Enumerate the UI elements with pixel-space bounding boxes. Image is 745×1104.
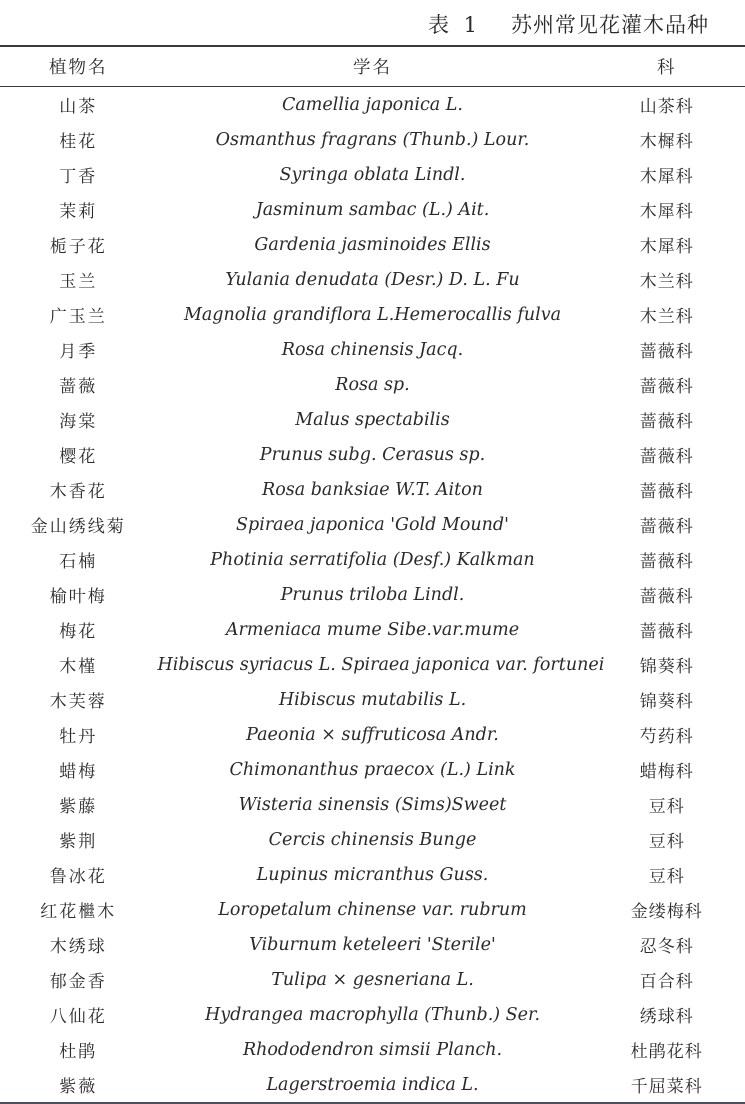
family-cell: 木樨科 — [639, 132, 694, 152]
family-cell: 绣球科 — [639, 1007, 694, 1027]
table-caption — [0, 0, 745, 45]
table-row — [0, 892, 745, 927]
scientific-name-cell: Chimonanthus praecox (L.) Link — [229, 759, 516, 780]
plant-name-cell: 紫荆 — [59, 832, 98, 852]
table-row — [0, 752, 745, 787]
plant-name-cell: 月季 — [59, 342, 98, 362]
plant-name-cell: 广玉兰 — [49, 307, 107, 327]
scientific-name-cell: Rosa sp. — [335, 374, 410, 395]
scientific-name-cell: Tulipa × gesneriana L. — [271, 969, 474, 990]
table-row — [0, 367, 745, 402]
table-row — [0, 787, 745, 822]
scientific-name-cell: Syringa oblata Lindl. — [279, 164, 466, 185]
scientific-name-cell: Camellia japonica L. — [281, 94, 463, 115]
table-row — [0, 122, 745, 157]
family-cell: 山茶科 — [639, 97, 694, 117]
plant-name-cell: 石楠 — [59, 552, 98, 572]
family-cell: 千屈菜科 — [630, 1077, 703, 1097]
scientific-name-cell: Rhododendron simsii Planch. — [242, 1039, 503, 1060]
plant-name-cell: 红花檵木 — [40, 902, 117, 922]
table-row — [0, 717, 745, 752]
table-row — [0, 297, 745, 332]
scientific-name-cell: Wisteria sinensis (Sims)Sweet — [238, 794, 507, 815]
table-row — [0, 507, 745, 542]
table-row — [0, 1067, 745, 1103]
scientific-name-cell: Yulania denudata (Desr.) D. L. Fu — [225, 269, 520, 290]
family-cell: 蔷薇科 — [639, 377, 694, 397]
table-row — [0, 227, 745, 262]
table-row — [0, 962, 745, 997]
scientific-name-cell: Hibiscus mutabilis L. — [278, 689, 467, 710]
scientific-name-cell: Loropetalum chinense var. rubrum — [218, 899, 527, 920]
scientific-name-cell: Rosa banksiae W.T. Aiton — [262, 479, 483, 500]
plant-name-cell: 海棠 — [59, 412, 98, 432]
scientific-name-cell: Paeonia × suffruticosa Andr. — [246, 724, 499, 745]
family-cell: 木兰科 — [639, 307, 694, 327]
scientific-name-cell: Hydrangea macrophylla (Thunb.) Ser. — [204, 1004, 541, 1025]
family-cell: 蔷薇科 — [639, 482, 694, 502]
table-number: 表 1 — [428, 13, 482, 37]
scientific-name-cell: Prunus triloba Lindl. — [280, 584, 465, 605]
plant-name-cell: 鲁冰花 — [49, 867, 107, 887]
table-row — [0, 87, 745, 123]
species-table — [0, 45, 745, 1104]
plant-name-cell: 山茶 — [59, 97, 98, 117]
table-row — [0, 542, 745, 577]
scientific-name-cell: Spiraea japonica 'Gold Mound' — [236, 514, 509, 535]
scientific-name-cell: Lupinus micranthus Guss. — [256, 864, 489, 885]
table-row — [0, 577, 745, 612]
family-cell: 木犀科 — [639, 167, 694, 187]
plant-name-cell: 茉莉 — [59, 202, 98, 222]
plant-name-cell: 木芙蓉 — [49, 692, 107, 712]
family-cell: 豆科 — [648, 832, 685, 852]
family-cell: 木兰科 — [639, 272, 694, 292]
table-row — [0, 472, 745, 507]
plant-name-cell: 郁金香 — [49, 972, 107, 992]
family-cell: 豆科 — [648, 867, 685, 887]
header-family: 科 — [589, 46, 745, 87]
table-title: 苏州常见花灌木品种 — [511, 13, 710, 37]
plant-name-cell: 樱花 — [59, 447, 98, 467]
family-cell: 蔷薇科 — [639, 622, 694, 642]
plant-name-cell: 牡丹 — [59, 727, 98, 747]
plant-name-cell: 紫藤 — [59, 797, 98, 817]
table-row — [0, 1032, 745, 1067]
family-cell: 蔷薇科 — [639, 447, 694, 467]
table-row — [0, 192, 745, 227]
scientific-name-cell: Malus spectabilis — [295, 409, 450, 430]
family-cell: 蜡梅科 — [639, 762, 694, 782]
scientific-name-cell: Cercis chinensis Bunge — [268, 829, 477, 850]
plant-name-cell: 桂花 — [59, 132, 98, 152]
scientific-name-cell: Armeniaca mume Sibe.var.mume — [225, 619, 520, 640]
family-cell: 忍冬科 — [639, 937, 694, 957]
family-cell: 蔷薇科 — [639, 517, 694, 537]
plant-name-cell: 玉兰 — [59, 272, 98, 292]
table-row — [0, 647, 745, 682]
table-body — [0, 87, 745, 1104]
family-cell: 蔷薇科 — [639, 552, 694, 572]
table-row — [0, 402, 745, 437]
table-row — [0, 857, 745, 892]
scientific-name-cell: Photinia serratifolia (Desf.) Kalkman — [210, 549, 535, 570]
plant-name-cell: 榆叶梅 — [49, 587, 107, 607]
family-cell: 豆科 — [648, 797, 685, 817]
plant-name-cell: 金山绣线菊 — [30, 517, 126, 537]
family-cell: 锦葵科 — [639, 657, 694, 677]
family-cell: 蔷薇科 — [639, 412, 694, 432]
scientific-name-cell: Jasminum sambac (L.) Ait. — [255, 199, 490, 220]
plant-name-cell: 木香花 — [49, 482, 107, 502]
plant-name-cell: 梅花 — [59, 622, 98, 642]
plant-name-cell: 木绣球 — [49, 937, 107, 957]
plant-name-cell: 蔷薇 — [59, 377, 98, 397]
table-row — [0, 927, 745, 962]
family-cell: 木犀科 — [639, 202, 694, 222]
family-cell: 木犀科 — [639, 237, 694, 257]
plant-name-cell: 杜鹃 — [59, 1042, 98, 1062]
header-plant-name: 植物名 — [0, 46, 156, 87]
plant-name-cell: 蜡梅 — [59, 762, 98, 782]
scientific-name-cell: Gardenia jasminoides Ellis — [254, 234, 491, 255]
scientific-name-cell: Rosa chinensis Jacq. — [281, 339, 464, 360]
family-cell: 金缕梅科 — [630, 902, 703, 922]
plant-name-cell: 丁香 — [59, 167, 98, 187]
table-row — [0, 157, 745, 192]
scientific-name-cell: Prunus subg. Cerasus sp. — [259, 444, 486, 465]
table-row — [0, 682, 745, 717]
table-row — [0, 997, 745, 1032]
table-row — [0, 262, 745, 297]
family-cell: 百合科 — [639, 972, 694, 992]
family-cell: 蔷薇科 — [639, 587, 694, 607]
plant-name-cell: 木槿 — [59, 657, 98, 677]
header-row — [0, 46, 745, 87]
table-row — [0, 332, 745, 367]
header-scientific-name: 学名 — [156, 46, 588, 87]
family-cell: 杜鹃花科 — [630, 1042, 703, 1062]
scientific-name-cell: Lagerstroemia indica L. — [266, 1074, 479, 1095]
scientific-name-cell: Magnolia grandiflora L.Hemerocallis fulva — [183, 304, 562, 325]
scientific-name-cell: Hibiscus syriacus L. Spiraea japonica var. fortunei — [157, 654, 605, 675]
plant-name-cell: 紫薇 — [59, 1077, 98, 1097]
table-row — [0, 822, 745, 857]
plant-name-cell: 栀子花 — [49, 237, 107, 257]
table-row — [0, 612, 745, 647]
scientific-name-cell: Osmanthus fragrans (Thunb.) Lour. — [215, 129, 530, 150]
family-cell: 蔷薇科 — [639, 342, 694, 362]
scientific-name-cell: Viburnum keteleeri 'Sterile' — [249, 934, 496, 955]
family-cell: 锦葵科 — [639, 692, 694, 712]
table-header — [0, 46, 745, 87]
plant-name-cell: 八仙花 — [49, 1007, 107, 1027]
table-row — [0, 437, 745, 472]
family-cell: 芍药科 — [639, 727, 694, 747]
